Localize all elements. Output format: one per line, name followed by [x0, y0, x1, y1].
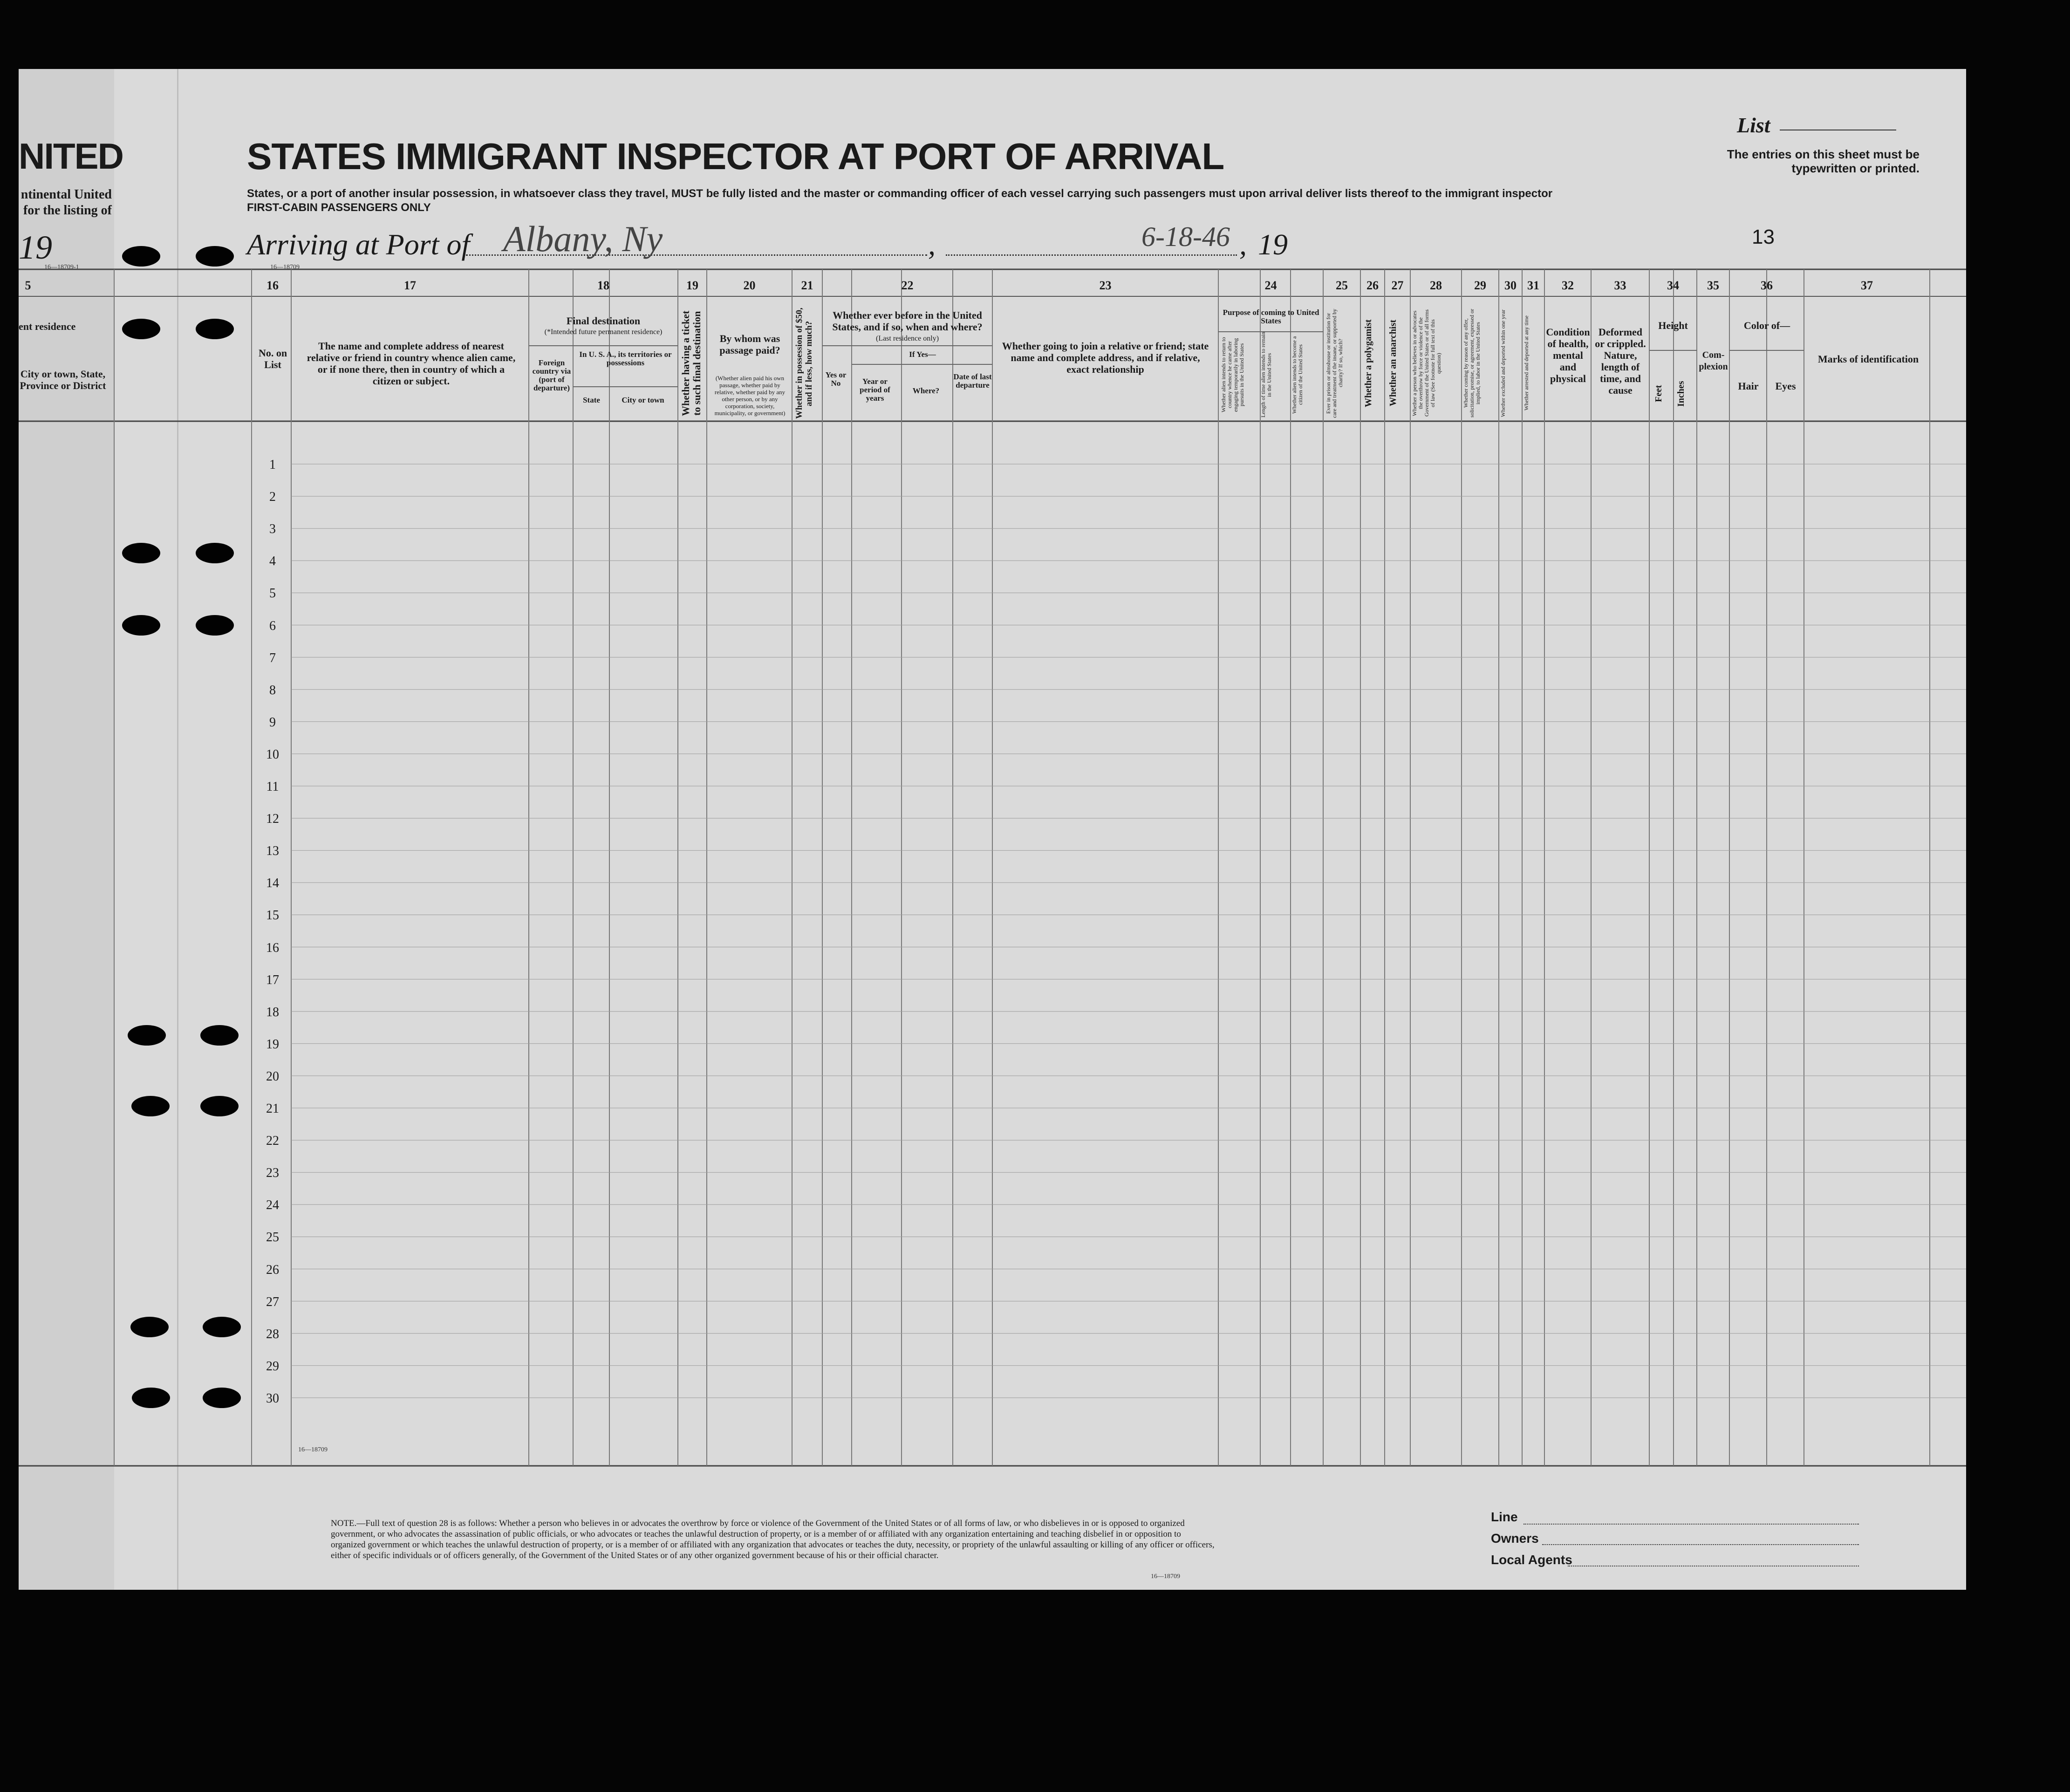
instructions-text: States, or a port of another insular possession, in whatsoever class they travel, MUST be fully listed and the master or commanding officer of each vessel carrying such passengers must upon arrival deliver lists thereof to the immigrant inspector [247, 187, 1553, 200]
row-number: 17 [266, 972, 279, 987]
row-number: 4 [269, 554, 276, 569]
colnum-31: 31 [1527, 279, 1539, 292]
row-number: 7 [269, 650, 276, 665]
colnum-21: 21 [801, 279, 813, 292]
list-label: List [1737, 113, 1770, 137]
hdr-col-31: Whether arrested and deported at any time [1523, 315, 1530, 411]
hdr-marks: Marks of identification [1817, 353, 1919, 365]
row-number: 11 [266, 780, 279, 794]
punch-hole [200, 1096, 239, 1116]
row-number: 3 [269, 522, 276, 537]
punch-hole [203, 1388, 241, 1408]
punch-hole [122, 246, 160, 267]
colnum-36: 36 [1761, 279, 1773, 292]
entries-note: The entries on this sheet must be typewritten or printed. [1727, 147, 1920, 175]
row-number: 8 [269, 683, 276, 698]
row-number: 28 [266, 1327, 279, 1341]
hdr-by-whom: By whom was passage paid? [719, 333, 780, 356]
punch-hole [203, 1317, 241, 1337]
hdr-deformed: Deformed or crippled. Nature, length of time, and cause [1595, 326, 1646, 396]
colnum-25: 25 [1336, 279, 1348, 292]
colnum-32: 32 [1562, 279, 1574, 292]
punch-hole [122, 543, 160, 563]
port-handwritten: Albany, Ny [503, 219, 663, 259]
form-code-left: 16—18709-1 [44, 264, 79, 271]
row-number: 12 [266, 812, 279, 827]
punch-hole [130, 1317, 169, 1337]
colnum-35: 35 [1707, 279, 1719, 292]
punch-hole [200, 1025, 239, 1046]
hdr-col-30: Whether excluded and deported within one year [1500, 309, 1506, 417]
hdr-inches: Inches [1676, 381, 1686, 407]
colnum-24: 24 [1264, 279, 1277, 292]
colnum-26: 26 [1366, 279, 1379, 292]
hdr-hair: Hair [1738, 380, 1759, 392]
hdr-possession-50: Whether in possession of $50, and if less, how much? [794, 308, 814, 419]
colnum-29: 29 [1474, 279, 1486, 292]
hdr-year-period: Year or period of years [860, 377, 890, 403]
page-title: STATES IMMIGRANT INSPECTOR AT PORT OF ARRIVAL [247, 136, 1224, 177]
colnum-33: 33 [1614, 279, 1626, 292]
hdr-date-last: Date of last departure [953, 372, 992, 390]
colnum-22: 22 [901, 279, 914, 292]
row-number: 15 [266, 908, 279, 923]
hdr-anarchist: Whether an anarchist [1388, 320, 1398, 407]
row-number: 18 [266, 1005, 279, 1019]
left-title-fragment: NITED [19, 136, 123, 177]
hdr-ever-before-note: (Last residence only) [875, 335, 939, 342]
owners-field [1542, 1544, 1859, 1545]
hdr-health: Condition of health, mental and physical [1546, 326, 1590, 384]
row-number: 21 [266, 1101, 279, 1116]
form-code-mid: 16—18709 [270, 264, 300, 271]
hdr-height: Height [1658, 320, 1688, 331]
hdr-purpose-c: Whether alien intends to become a citizen of the United States [1291, 336, 1304, 414]
row-number: 29 [266, 1359, 279, 1374]
punch-hole [131, 1096, 170, 1116]
hdr-relative: The name and complete address of nearest relative or friend in country whence alien came, or if none there, then in country of which a citizen or subject. [307, 340, 516, 387]
punch-hole [132, 1388, 170, 1408]
row-number: 26 [266, 1262, 279, 1277]
first-cabin-label: FIRST-CABIN PASSENGERS ONLY [247, 201, 431, 214]
hdr-final-destination: Final destination [566, 315, 641, 327]
hdr-feet: Feet [1653, 385, 1664, 403]
comma-2: , [1239, 228, 1247, 261]
comma-1: , [928, 228, 936, 261]
punch-hole [122, 319, 160, 339]
left-subtitle-1: ntinental United [20, 187, 112, 202]
hdr-state: State [583, 396, 600, 404]
hdr-no-on-list: No. on List [258, 347, 287, 370]
row-number: 14 [266, 876, 279, 891]
line-field [1523, 1524, 1859, 1525]
row-number: 13 [266, 844, 279, 859]
row-number: 25 [266, 1230, 279, 1245]
row-number: 10 [266, 747, 279, 762]
row-number: 30 [266, 1391, 279, 1406]
hdr-col-28: Whether a person who believes in or advocates the overthrow by force or violence of the Government of the United States or of all forms of law (See footnote for full text of this question) [1411, 309, 1442, 417]
colnum-17: 17 [404, 279, 416, 292]
arriving-label: Arriving at Port of [247, 228, 470, 261]
hdr-col-29: Whether coming by reason of any offer, solicitation, promise, or agreement, expressed or implied, to labor in the United States [1462, 308, 1481, 418]
punch-hole [196, 319, 234, 339]
hdr-yes-no: Yes or No [825, 370, 847, 388]
hdr-purpose-a: Whether alien intends to return to country whence he came after engaging temporarily in laboring pursuits in the United States [1220, 337, 1245, 413]
row-number: 1 [269, 458, 276, 472]
hdr-ever-before: Whether ever before in the United States, and if so, when and where? [832, 309, 983, 333]
punch-hole [128, 1025, 166, 1046]
hdr-residence: ent residence [19, 321, 76, 332]
hdr-residence-sub: City or town, State, Province or District [20, 368, 106, 391]
row-number: 19 [266, 1037, 279, 1052]
colnum-37: 37 [1861, 279, 1873, 292]
hdr-city-town: City or town [622, 396, 664, 404]
hdr-eyes: Eyes [1775, 380, 1796, 392]
hdr-ticket: Whether having a ticket to such final destination [680, 310, 703, 417]
hdr-if-yes: If Yes— [909, 350, 936, 359]
punch-hole [196, 615, 234, 636]
row-number: 23 [266, 1166, 279, 1181]
hdr-col-25: Ever in prison or almshouse or institution for care and treatment of the insane, or supported by charity? If so, which? [1325, 308, 1344, 418]
row-number: 2 [269, 490, 276, 505]
punch-hole [196, 246, 234, 267]
row-number: 9 [269, 715, 276, 730]
grid-form-code: 16—18709 [298, 1446, 328, 1453]
hdr-polygamist: Whether a polygamist [1363, 319, 1373, 407]
row-number: 24 [266, 1198, 279, 1213]
local-agents-label: Local Agents [1491, 1553, 1572, 1567]
footnote-form-code: 16—18709 [1151, 1573, 1180, 1580]
colnum-28: 28 [1430, 279, 1442, 292]
hdr-color-of: Color of— [1743, 320, 1790, 331]
hdr-in-usa: In U. S. A., its territories or possessions [579, 350, 672, 367]
hdr-join-relative: Whether going to join a relative or friend; state name and complete address, and if relative, exact relationship [1002, 340, 1209, 375]
row-number: 16 [266, 940, 279, 955]
left-year: 19 [19, 229, 52, 266]
colnum-23: 23 [1099, 279, 1112, 292]
hdr-purpose-b: Length of time alien intends to remain in the United States [1260, 332, 1272, 418]
colnum-18: 18 [597, 279, 609, 292]
colnum-19: 19 [686, 279, 698, 292]
line-label: Line [1491, 1510, 1518, 1524]
hdr-where: Where? [912, 386, 940, 395]
colnum-34: 34 [1667, 279, 1679, 292]
colnum-16: 16 [266, 279, 279, 292]
sheet-number: 13 [1752, 226, 1775, 248]
hdr-complexion: Com-plexion [1699, 350, 1728, 372]
owners-label: Owners [1491, 1531, 1539, 1546]
date-handwritten: 6-18-46 [1141, 221, 1230, 252]
row-number: 20 [266, 1069, 279, 1084]
colnum-15: 5 [25, 279, 31, 292]
hdr-purpose: Purpose of coming to United States [1223, 308, 1319, 325]
footnote-question-28: NOTE.—Full text of question 28 is as follows: Whether a person who believes in or advocates the overthrow by force or violence of the Government of the United States or of all forms of law, or who disbelieves in or is opposed to organized government, or who advocates the assassination of public officials, or who advocates or teaches the unlawful destruction of property, or is a member of or affiliated with any organization entertaining and teaching disbelief in or opposition to organized government or which teaches the unlawful destruction of property, or is a member of or affiliated with any organization that advocates or teaches the duty, necessity, or propriety of the unlawful assaulting or killing of any officer or officers, either of specific individuals or of officers generally, of the Government of the United States or of any other organized government because of his or their official character. [331, 1518, 1215, 1560]
hdr-foreign-country: Foreign country via (port of departure) [532, 358, 571, 392]
row-number: 6 [269, 618, 276, 633]
punch-hole [122, 615, 160, 636]
punch-hole [196, 543, 234, 563]
year-prefix: 19 [1258, 228, 1288, 261]
hdr-final-dest-note: (*Intended future permanent residence) [544, 328, 663, 336]
colnum-30: 30 [1504, 279, 1517, 292]
left-subtitle-2: for the listing of [23, 203, 112, 218]
row-number: 22 [266, 1134, 279, 1149]
colnum-27: 27 [1391, 279, 1404, 292]
row-number: 5 [269, 586, 276, 601]
row-number: 27 [266, 1294, 279, 1309]
hdr-by-whom-note: (Whether alien paid his own passage, whether paid by relative, whether paid by any other person, or by any corporation, society, municipality, or government) [714, 375, 786, 417]
colnum-20: 20 [743, 279, 756, 292]
